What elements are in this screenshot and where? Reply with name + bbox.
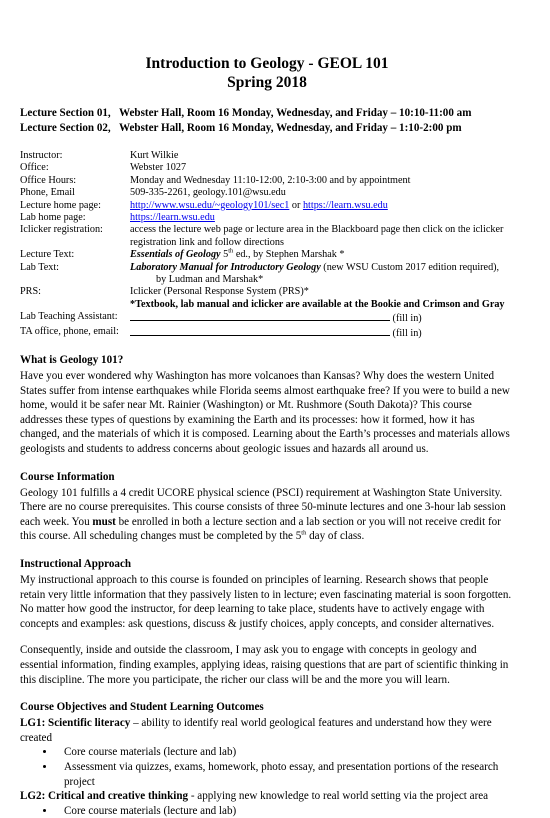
lg1-list (20, 745, 514, 789)
lab-text-row: Lab Text: Laboratory Manual for Introductory Geology (new WSU Custom 2017 edition required), by Ludman and Marshak* (20, 261, 500, 286)
prs-row: PRS: Iclicker (Personal Response System (PRS)* *Textbook, lab manual and iclicker are available at the Bookie and Crimson and Gray (20, 286, 505, 310)
office-row: Office: Webster 1027 (20, 162, 187, 174)
lecture-text-row: Lecture Text: Essentials of Geology 5th ed., by Stephen Marshak * (20, 247, 345, 261)
learn-link[interactable]: https://learn.wsu.edu (302, 199, 388, 211)
lg1: LG1: Scientific literacy – ability to identify real world geological features and understand how they were created (20, 717, 492, 744)
instructor-row: Instructor: Kurt Wilkie (20, 150, 179, 161)
course-info-table (20, 150, 514, 340)
lecture-sections (20, 106, 514, 136)
lab-ta-row: Lab Teaching Assistant: (fill in) (20, 311, 422, 325)
approach-heading: Instructional Approach (20, 558, 132, 571)
course-info-heading: Course Information (20, 470, 115, 483)
what-heading: What is Geology 101? (20, 354, 124, 367)
approach-paragraph-2: Consequently, inside and outside the classroom, I may ask you to engage with concepts in geology and essential information, finding examples, applying ideas, raising questions that are part of scientific thinking in this discipline. The more you participate, the richer our class will be and the more you will learn. (20, 644, 509, 686)
objectives-heading: Course Objectives and Student Learning Outcomes (20, 701, 264, 714)
lab-home-row: Lab home page: https://learn.wsu.edu (20, 212, 215, 224)
course-title: Introduction to Geology - GEOL 101 (145, 55, 389, 72)
course-term: Spring 2018 (227, 74, 307, 91)
lg2: LG2: Critical and creative thinking - applying new knowledge to real world setting via the project area (20, 790, 489, 803)
lecture-section-01: Lecture Section 01, Webster Hall, Room 16 Monday, Wednesday, and Friday – 10:10-11:00 am (20, 107, 472, 119)
lg2-list (20, 804, 514, 818)
what-body: Have you ever wondered why Washington has more volcanoes than Kansas? Why does the western United States suffer from intense earthquakes while Florida seems almost earthquake free? If you were to build a new home, would it be safer near Mt. Rainier (Washington) or Mt. Rushmore (South Dakota)? This course addresses these types of questions by examining the Earth and its processes: how it formed, how it has changed, and the materials of which it is composed. Learning about the Earth’s processes and materials allows geologists and students to address concerns about geologic issues and hazards all around us. (20, 370, 510, 456)
fill-in-line (130, 311, 390, 321)
list-item: • Core course materials (lecture and lab) (56, 804, 514, 818)
approach-paragraph-1: My instructional approach to this course is founded on principles of learning. Research shows that people retain very little information that they passively listen to in lecture; even fascinating material is soon forgotten. No matter how good the instructor, for deep learning to take place, students have to actively engage with concepts and examples: ask questions, discuss & justify choices, apply concepts, and consider alternatives. (20, 574, 512, 630)
lecture-home-row: Lecture home page: http://www.wsu.edu/~geology101/sec1 or https://learn.wsu.edu (20, 199, 388, 211)
lecture-section-02: Lecture Section 02, Webster Hall, Room 16 Monday, Wednesday, and Friday – 1:10-2:00 pm (20, 122, 462, 134)
lecture-home-link[interactable]: http://www.wsu.edu/~geology101/sec1 (130, 199, 290, 211)
phone-email-row: Phone, Email 509-335-2261, geology.101@wsu.edu (20, 187, 286, 199)
lab-home-link[interactable]: https://learn.wsu.edu (130, 212, 215, 224)
list-item: • Core course materials (lecture and lab) (56, 745, 514, 760)
office-hours-row: Office Hours: Monday and Wednesday 11:10-12:00, 2:10-3:00 and by appointment (20, 174, 411, 186)
fill-in-line (130, 326, 390, 336)
course-info-body: Geology 101 fulfills a 4 credit UCORE physical science (PSCI) requirement at Washington State University. There are no course prerequisites. This course consists of three 50-minute lectures and one 3-hour lab session each week. You must be enrolled in both a lecture section and a lab section or you will not receive credit for this course. All scheduling changes must be completed by the 5th day of class. (20, 486, 506, 543)
ta-office-row: TA office, phone, email: (fill in) (20, 325, 422, 339)
list-item: • Assessment via quizzes, exams, homework, photo essay, and presentation portions of the research project (56, 760, 514, 789)
iclicker-row: Iclicker registration: access the lecture web page or lecture area in the Blackboard page then click on the iclicker registration link and follow directions (20, 224, 504, 248)
